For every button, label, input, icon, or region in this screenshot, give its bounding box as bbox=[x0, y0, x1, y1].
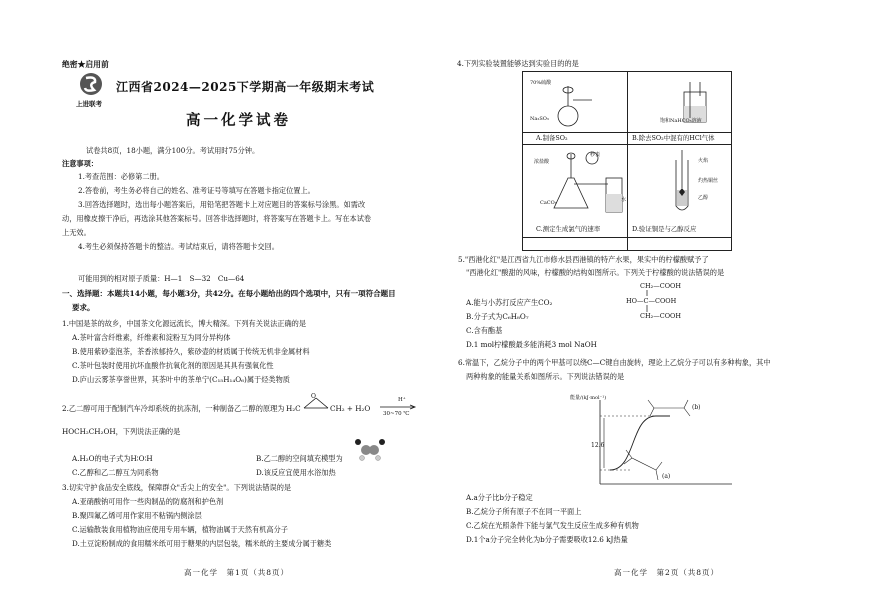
q2-reactant-2: CH₂ + H₂O bbox=[330, 404, 371, 413]
ethylene-glycol-model-icon bbox=[352, 436, 388, 462]
ethane-b-molecule-icon bbox=[648, 400, 690, 416]
section1-heading: 一、选择题：本题共14小题，每小题3分，共42分。在每小题给出的四个选项中，只有一项符合题目 bbox=[62, 289, 396, 298]
note-3c: 上无效。 bbox=[62, 228, 91, 237]
secret-label: 绝密★启用前 bbox=[62, 60, 109, 69]
q6-y-axis-label: 能量/(kJ·mol⁻¹) bbox=[570, 395, 607, 401]
q2-condition-bottom: 30~70 ℃ bbox=[383, 411, 410, 417]
q1-option-d: D.庐山云雾茶享誉世界，其茶叶中的茶单宁(C₁₅H₁₄O₆)属于烃类物质 bbox=[72, 375, 290, 384]
citric-acid-row3: CH₂—COOH bbox=[640, 312, 682, 320]
label-hot-copper: 灼热铜丝 bbox=[698, 178, 719, 184]
q2-stem-cont: HOCH₂CH₂OH，下列说法正确的是 bbox=[62, 427, 181, 436]
test-tube-icon bbox=[668, 150, 698, 216]
label-conc-hcl: 浓盐酸 bbox=[534, 159, 550, 165]
q4-caption-d: D.验证铜是与乙醇反应 bbox=[632, 225, 697, 233]
so2-generator-icon bbox=[540, 80, 600, 130]
q5-option-c: C.含有酯基 bbox=[466, 326, 503, 335]
epoxide-ring-icon bbox=[302, 394, 332, 412]
q2-reactant: H₂C bbox=[286, 404, 301, 413]
q3-option-b: B.聚四氟乙烯可用作家用不粘锅内侧涂层 bbox=[72, 511, 202, 520]
logo-text: 上进联考 bbox=[76, 100, 102, 108]
q5-option-b: B.分子式为C₆H₈O₇ bbox=[466, 312, 529, 321]
q4-caption-b: B.除去SO₂中混有的HCl气体 bbox=[632, 134, 715, 142]
notes-title: 注意事项： bbox=[62, 159, 98, 168]
q3-option-d: D.土豆淀粉制成的食用糯米纸可用于糖果的内层包装，糯米纸的主要成分属于糖类 bbox=[72, 539, 332, 548]
citric-acid-row1: CH₂—COOH bbox=[640, 282, 682, 290]
q1-option-c: C.茶叶包装时使用抗坏血酸作抗氧化剂的原因是其具有强氧化性 bbox=[72, 361, 274, 370]
note-3b: 动，用橡皮擦干净后，再选涂其他答案标号。回答非选择题时，将答案写在答题卡上。写在本试卷 bbox=[62, 214, 372, 223]
q2-stem: 2.乙二醇可用于配制汽车冷却系统的抗冻剂，一种制备乙二醇的原理为 bbox=[62, 404, 285, 413]
label-na2so3: Na₂SO₃ bbox=[530, 116, 549, 122]
atomic-masses: 可能用到的相对原子质量：H—1 S—32 Cu—64 bbox=[78, 274, 245, 283]
reaction-arrow-icon bbox=[380, 405, 416, 409]
q6-option-a: A.a分子比b分子稳定 bbox=[466, 493, 533, 502]
label-nahco3: 饱和NaHCO₃溶液 bbox=[660, 118, 702, 124]
q5-option-a: A.能与小苏打反应产生CO₂ bbox=[466, 298, 553, 307]
q4-caption-a: A.制备SO₂ bbox=[536, 134, 568, 142]
q6-stem: 6.常温下，乙烷分子中的两个甲基可以绕C—C键自由旋转，理论上乙烷分子可以有多种构象，其中 bbox=[458, 358, 771, 367]
q2-option-c: C.乙醇和乙二醇互为同系物 bbox=[72, 468, 159, 477]
q2-option-a: A.H₂O的电子式为H∶O∶H bbox=[72, 454, 153, 463]
citric-acid-bonds-icon bbox=[645, 290, 651, 314]
q3-option-a: A.亚硝酸钠可用作一些肉制品的防腐剂和护色剂 bbox=[72, 497, 224, 506]
q6-label-a: (a) bbox=[662, 473, 671, 480]
note-3a: 3.回答选择题时，选出每小题答案后，用铅笔把答题卡上对应题目的答案标号涂黑。如需改 bbox=[78, 200, 366, 209]
label-flame: 火焰 bbox=[698, 158, 709, 164]
q6-option-c: C.乙烷在光照条件下能与氯气发生反应生成多种有机物 bbox=[466, 521, 639, 530]
q5-stem: 5."西港化红"是江西省九江市修水县西港镇的特产水果，果实中的柠檬酸赋予了 bbox=[458, 255, 709, 264]
page-footer-2: 高一化学 第2页（共8页） bbox=[614, 568, 720, 577]
q2-option-d: D.该反应宜使用水浴加热 bbox=[256, 468, 336, 477]
q6-stem-cont: 两种构象的能量关系如图所示。下列说法错误的是 bbox=[466, 372, 625, 381]
q6-energy-value: 12.6 bbox=[591, 442, 605, 449]
exam-info: 试卷共8页，18小题，满分100分。考试用时75分钟。 bbox=[86, 146, 260, 155]
q2-condition-top: H⁺ bbox=[398, 397, 406, 403]
q1-option-b: B.使用紫砂壶泡茶，茶香浓郁持久，紫砂壶的材质属于传统无机非金属材料 bbox=[72, 347, 310, 356]
section1-heading-cont: 要求。 bbox=[72, 303, 95, 312]
exam-subject: 高一化学试卷 bbox=[186, 112, 291, 129]
label-stopwatch: 秒表 bbox=[590, 152, 601, 158]
citric-acid-row2: HO—C—COOH bbox=[626, 297, 677, 305]
q4-stem: 4.下列实验装置能够达到实验目的的是 bbox=[457, 59, 579, 68]
q5-option-d: D.1 mol柠檬酸最多能消耗3 mol NaOH bbox=[466, 340, 597, 349]
label-ethanol: 乙醇 bbox=[698, 195, 709, 201]
note-1: 1.考查范围：必修第二册。 bbox=[78, 172, 164, 181]
q6-option-d: D.1个a分子完全转化为b分子需要吸收12.6 kJ热量 bbox=[466, 535, 628, 544]
note-4: 4.考生必须保持答题卡的整洁。考试结束后，请将答题卡交回。 bbox=[78, 242, 279, 251]
ethane-a-molecule-icon bbox=[624, 450, 662, 480]
gas-rate-apparatus-icon bbox=[548, 148, 638, 220]
q6-label-b: (b) bbox=[692, 404, 701, 411]
q4-caption-c: C.测定生成氯气的速率 bbox=[536, 225, 601, 233]
q6-option-b: B.乙烷分子所有原子不在同一平面上 bbox=[466, 507, 582, 516]
label-sulfuric-acid: 70%硫酸 bbox=[530, 80, 552, 86]
epoxide-oxygen: O bbox=[311, 393, 316, 400]
exam-title: 江西省2024—2025下学期高一年级期末考试 bbox=[116, 80, 375, 94]
q1-stem: 1.中国是茶的故乡，中国茶文化源远流长，博大精深。下列有关说法正确的是 bbox=[62, 319, 307, 328]
page-footer-1: 高一化学 第1页（共8页） bbox=[184, 568, 290, 577]
label-water: 水 bbox=[621, 197, 627, 203]
note-2: 2.答卷前，考生务必将自己的姓名、准考证号等填写在答题卡指定位置上。 bbox=[78, 186, 315, 195]
q3-option-c: C.运输散装食用植物油应使用专用车辆，植物油属于天然有机高分子 bbox=[72, 525, 288, 534]
q3-stem: 3.切实守护食品安全底线，保障群众"舌尖上的安全"。下列说法错误的是 bbox=[62, 483, 292, 492]
q5-stem-cont: "西港化红"酸甜的风味，柠檬酸的结构如图所示。下列关于柠檬酸的说法错误的是 bbox=[466, 268, 725, 277]
q2-option-b: B.乙二醇的空间填充模型为 bbox=[256, 454, 343, 463]
q1-option-a: A.茶叶富含纤维素，纤维素和淀粉互为同分异构体 bbox=[72, 333, 231, 342]
label-caco3: CaCO₃ bbox=[540, 200, 557, 206]
